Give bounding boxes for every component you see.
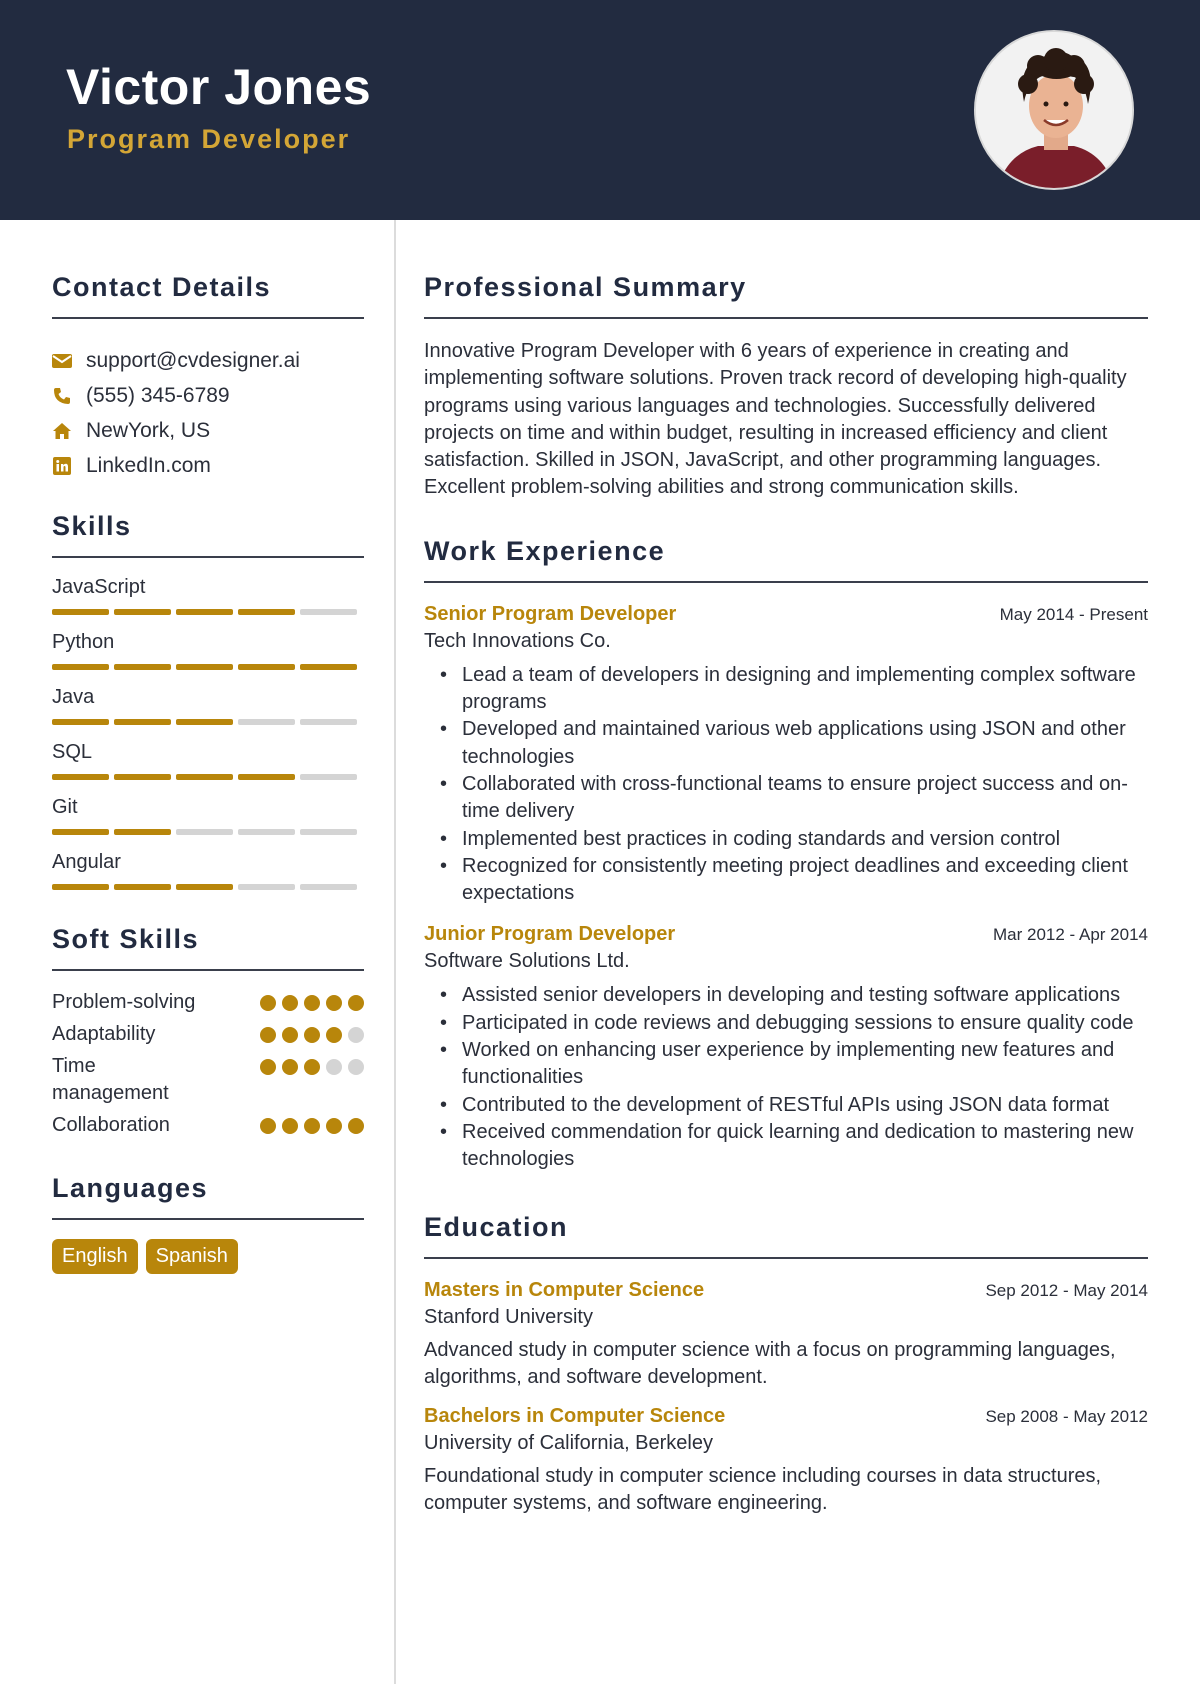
- skills-section: [52, 511, 364, 890]
- skill-level-segment: [114, 884, 171, 890]
- skill-level-segment: [238, 664, 295, 670]
- job-bullet: • Contributed to the development of RESTful APIs using JSON data format: [424, 1092, 1148, 1119]
- rating-dot: [326, 1027, 342, 1043]
- education-section: [424, 1212, 1148, 1518]
- skill-level-segment: [52, 719, 109, 725]
- skill-level-segment: [176, 884, 233, 890]
- skill-level-segment: [238, 884, 295, 890]
- education-title: Education: [424, 1211, 569, 1242]
- skill-level-segment: [176, 664, 233, 670]
- education-description: Foundational study in computer science including courses in data structures, computer systems, and software engineering.: [424, 1465, 1102, 1515]
- soft-skill-name: Adaptability: [52, 1023, 156, 1045]
- section-divider: [52, 556, 364, 558]
- summary-text: Innovative Program Developer with 6 years of experience in creating and implementing software solutions. Proven track record of developing high-quality programs using various languages and technologies. Successfully delivered projects on time and within budget, resulting in increased efficiency and client satisfaction. Skilled in JSON, JavaScript, and other programming languages. Excellent problem-solving abilities and strong communication skills.: [424, 340, 1127, 499]
- skill-level-segment: [300, 719, 357, 725]
- job-bullet: • Received commendation for quick learning and dedication to mastering new technologies: [424, 1119, 1148, 1174]
- job-bullet: • Implemented best practices in coding standards and version control: [424, 826, 1148, 853]
- rating-dot: [304, 995, 320, 1011]
- rating-dot: [348, 1059, 364, 1075]
- home-icon: [52, 421, 72, 441]
- rating-dot: [282, 995, 298, 1011]
- skill-item: [52, 574, 364, 615]
- job-title: Senior Program Developer: [424, 602, 677, 625]
- skill-level-segment: [114, 609, 171, 615]
- section-divider: [424, 317, 1148, 319]
- rating-dot: [304, 1059, 320, 1075]
- degree-title: Bachelors in Computer Science: [424, 1405, 726, 1428]
- contact-title: Contact Details: [52, 272, 272, 302]
- skill-name: Java: [52, 686, 95, 708]
- language-tag: English: [52, 1239, 138, 1274]
- rating-dot: [260, 1059, 276, 1075]
- skill-level-bar: [52, 829, 364, 835]
- skill-level-segment: [238, 829, 295, 835]
- envelope-icon: [52, 351, 72, 371]
- soft-skill-rating: [260, 1027, 364, 1043]
- rating-dot: [260, 995, 276, 1011]
- skill-name: Git: [52, 796, 78, 818]
- contact-email-text: support@cvdesigner.ai: [86, 348, 300, 372]
- skill-level-bar: [52, 609, 364, 615]
- skill-level-bar: [52, 719, 364, 725]
- section-divider: [52, 1218, 364, 1220]
- candidate-name: Victor Jones: [66, 59, 372, 115]
- school-name: Stanford University: [424, 1305, 593, 1328]
- job-bullets: [424, 982, 1148, 1173]
- job-bullet: • Developed and maintained various web applications using JSON and other technologies: [424, 716, 1148, 771]
- rating-dot: [304, 1027, 320, 1043]
- soft-skill-item: [52, 989, 364, 1016]
- education-date: Sep 2008 - May 2012: [985, 1407, 1148, 1427]
- skill-level-segment: [114, 664, 171, 670]
- skill-level-segment: [52, 884, 109, 890]
- skill-level-bar: [52, 774, 364, 780]
- contact-phone[interactable]: [52, 378, 364, 413]
- soft-skill-name: Collaboration: [52, 1114, 170, 1136]
- rating-dot: [326, 1118, 342, 1134]
- contact-location-text: NewYork, US: [86, 418, 211, 442]
- profile-photo: [974, 30, 1134, 190]
- skill-level-segment: [114, 829, 171, 835]
- contact-email[interactable]: [52, 343, 364, 378]
- job-title: Junior Program Developer: [424, 923, 676, 946]
- job-bullet: • Recognized for consistently meeting project deadlines and exceeding client expectations: [424, 853, 1148, 908]
- skill-level-bar: [52, 664, 364, 670]
- skill-level-segment: [52, 829, 109, 835]
- job-date: May 2014 - Present: [999, 604, 1148, 624]
- skill-level-segment: [114, 719, 171, 725]
- skill-name: Angular: [52, 851, 121, 873]
- degree-title: Masters in Computer Science: [424, 1278, 705, 1301]
- skill-item: [52, 849, 364, 890]
- section-divider: [424, 581, 1148, 583]
- column-divider: [394, 220, 396, 1684]
- soft-skill-item: [52, 1112, 364, 1139]
- language-tag: Spanish: [146, 1239, 238, 1274]
- section-divider: [52, 969, 364, 971]
- skill-level-segment: [176, 774, 233, 780]
- skill-level-segment: [52, 664, 109, 670]
- rating-dot: [282, 1059, 298, 1075]
- rating-dot: [326, 995, 342, 1011]
- skill-level-segment: [300, 664, 357, 670]
- skill-level-segment: [238, 774, 295, 780]
- rating-dot: [282, 1118, 298, 1134]
- soft-skills-title: Soft Skills: [52, 924, 200, 954]
- section-divider: [424, 1257, 1148, 1259]
- job-bullet: • Worked on enhancing user experience by implementing new features and functionalities: [424, 1037, 1148, 1092]
- soft-skill-rating: [260, 1059, 364, 1075]
- skill-name: JavaScript: [52, 576, 146, 598]
- job-bullet: • Lead a team of developers in designing and implementing complex software programs: [424, 662, 1148, 717]
- skill-level-segment: [176, 829, 233, 835]
- soft-skills-section: [52, 924, 364, 1139]
- summary-section: [424, 272, 1148, 502]
- experience-section: [424, 536, 1148, 1174]
- job-bullet: • Assisted senior developers in developing and testing software applications: [424, 982, 1148, 1009]
- job-entry: [424, 923, 1148, 1173]
- skill-level-bar: [52, 884, 364, 890]
- rating-dot: [304, 1118, 320, 1134]
- linkedin-icon: [52, 456, 72, 476]
- rating-dot: [348, 1118, 364, 1134]
- soft-skill-name: Time management: [52, 1055, 169, 1104]
- languages-title: Languages: [52, 1173, 209, 1203]
- contact-phone-text: (555) 345-6789: [86, 383, 230, 407]
- rating-dot: [348, 1027, 364, 1043]
- skills-title: Skills: [52, 511, 132, 541]
- experience-title: Work Experience: [424, 535, 666, 566]
- skill-level-segment: [114, 774, 171, 780]
- skill-level-segment: [52, 774, 109, 780]
- skill-level-segment: [176, 719, 233, 725]
- rating-dot: [282, 1027, 298, 1043]
- skill-item: [52, 794, 364, 835]
- school-name: University of California, Berkeley: [424, 1432, 713, 1455]
- education-entry: [424, 1405, 1148, 1518]
- skill-level-segment: [300, 774, 357, 780]
- skill-name: SQL: [52, 741, 93, 763]
- rating-dot: [326, 1059, 342, 1075]
- skill-level-segment: [238, 719, 295, 725]
- skill-item: [52, 739, 364, 780]
- main-content: [424, 220, 1148, 1518]
- job-company: Software Solutions Ltd.: [424, 950, 630, 973]
- phone-icon: [52, 386, 72, 406]
- rating-dot: [260, 1118, 276, 1134]
- rating-dot: [348, 995, 364, 1011]
- soft-skill-item: [52, 1053, 364, 1107]
- skill-level-segment: [176, 609, 233, 615]
- job-bullet: • Participated in code reviews and debugging sessions to ensure quality code: [424, 1010, 1148, 1037]
- job-date: Mar 2012 - Apr 2014: [993, 925, 1148, 945]
- education-description: Advanced study in computer science with a focus on programming languages, algorithms, and software development.: [424, 1338, 1116, 1388]
- skill-level-segment: [238, 609, 295, 615]
- languages-section: [52, 1173, 364, 1274]
- job-entry: [424, 603, 1148, 908]
- contact-location: [52, 413, 364, 448]
- soft-skill-rating: [260, 995, 364, 1011]
- summary-title: Professional Summary: [424, 272, 747, 302]
- contact-linkedin[interactable]: [52, 448, 364, 483]
- soft-skill-item: [52, 1021, 364, 1048]
- education-date: Sep 2012 - May 2014: [985, 1280, 1148, 1300]
- candidate-role: Program Developer: [67, 124, 351, 154]
- resume-header: [0, 0, 1200, 220]
- skill-level-segment: [300, 609, 357, 615]
- job-bullets: [424, 662, 1148, 908]
- skill-item: [52, 629, 364, 670]
- skill-level-segment: [52, 609, 109, 615]
- soft-skill-name: Problem-solving: [52, 991, 196, 1013]
- sidebar: [52, 220, 364, 1274]
- skill-name: Python: [52, 631, 115, 653]
- contact-linkedin-text: LinkedIn.com: [86, 453, 211, 477]
- contact-section: [52, 272, 364, 483]
- job-bullet: • Collaborated with cross-functional teams to ensure project success and on-time delivery: [424, 771, 1148, 826]
- skill-level-segment: [300, 884, 357, 890]
- soft-skill-rating: [260, 1118, 364, 1134]
- skill-level-segment: [300, 829, 357, 835]
- rating-dot: [260, 1027, 276, 1043]
- section-divider: [52, 317, 364, 319]
- education-entry: [424, 1279, 1148, 1392]
- skill-item: [52, 684, 364, 725]
- job-company: Tech Innovations Co.: [424, 629, 611, 652]
